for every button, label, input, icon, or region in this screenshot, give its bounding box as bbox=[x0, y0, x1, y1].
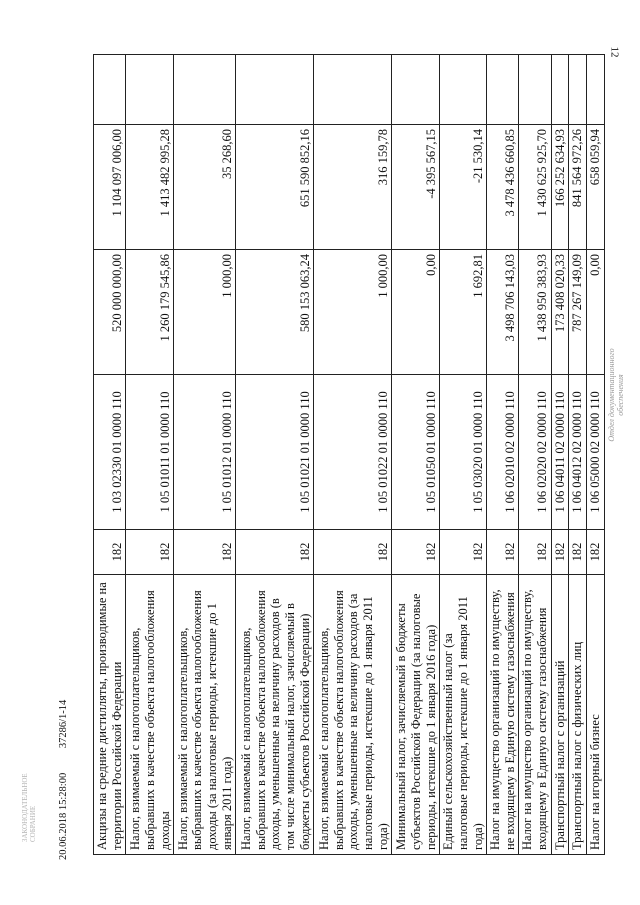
budget-code-cell: 1 05 01011 01 0000 110 bbox=[126, 375, 174, 530]
difference-cell bbox=[569, 55, 587, 125]
budget-code-cell: 1 06 04012 02 0000 110 bbox=[569, 375, 587, 530]
table-row bbox=[551, 55, 569, 855]
budget-table-body bbox=[94, 55, 605, 855]
executed-amount-cell: 658 059,94 bbox=[586, 125, 604, 250]
executed-amount-cell: 841 564 972,26 bbox=[569, 125, 587, 250]
executed-amount-cell: 1 430 625 925,70 bbox=[519, 125, 551, 250]
admin-code-cell: 182 bbox=[314, 530, 392, 575]
executed-amount-cell: 1 413 482 995,28 bbox=[126, 125, 174, 250]
admin-code-cell: 182 bbox=[487, 530, 519, 575]
margin-note: ЗАКОНОДАТЕЛЬНОЕ СОБРАНИЕ bbox=[21, 773, 37, 842]
revenue-name-cell: Минимальный налог, зачисляемый в бюджеты субъектов Российской Федерации (за налоговые периоды, истекшие до 1 января 2016 года) bbox=[392, 575, 440, 855]
revenue-name-cell: Налог на имущество организаций по имуществу, не входящему в Единую систему газоснабжения bbox=[487, 575, 519, 855]
revenue-name-cell: Налог, взимаемый с налогоплательщиков, выбравших в качестве объекта налогообложения доходы, уменьшенные на величину расходов (в том числе минимальный налог, зачисляемый в бюджеты субъектов Российской Федерации) bbox=[236, 575, 314, 855]
revenue-name-cell: Налог, взимаемый с налогоплательщиков, выбравших в качестве объекта налогообложения доходы, уменьшенные на величину расходов (за налоговые периоды, истекшие до 1 января 2011 года) bbox=[314, 575, 392, 855]
executed-amount-cell: -4 395 567,15 bbox=[392, 125, 440, 250]
revenue-name-cell: Налог, взимаемый с налогоплательщиков, выбравших в качестве объекта налогообложения доходы bbox=[126, 575, 174, 855]
revenue-name-cell: Налог на имущество организаций по имуществу, входящему в Единую систему газоснабжения bbox=[519, 575, 551, 855]
approved-amount-cell: 3 498 706 143,03 bbox=[487, 250, 519, 375]
executed-amount-cell: -21 530,14 bbox=[440, 125, 487, 250]
table-row bbox=[94, 55, 126, 855]
budget-code-cell: 1 06 04011 02 0000 110 bbox=[551, 375, 569, 530]
executed-amount-cell: 316 159,78 bbox=[314, 125, 392, 250]
budget-table-rotated bbox=[93, 55, 602, 855]
table-row bbox=[236, 55, 314, 855]
budget-code-cell: 1 05 01050 01 0000 110 bbox=[392, 375, 440, 530]
approved-amount-cell: 787 267 149,09 bbox=[569, 250, 587, 375]
table-row bbox=[392, 55, 440, 855]
table-row bbox=[569, 55, 587, 855]
difference-cell bbox=[314, 55, 392, 125]
admin-code-cell: 182 bbox=[586, 530, 604, 575]
footer-datetime: 20.06.2018 15:28:00 bbox=[58, 772, 69, 860]
executed-amount-cell: 1 104 097 006,00 bbox=[94, 125, 126, 250]
approved-amount-cell: 0,00 bbox=[586, 250, 604, 375]
table-row bbox=[314, 55, 392, 855]
footer-doc-id: 37286/1-14 bbox=[58, 699, 69, 749]
difference-cell bbox=[174, 55, 236, 125]
approved-amount-cell: 173 408 020,33 bbox=[551, 250, 569, 375]
page-number: 12 bbox=[608, 46, 621, 58]
table-row bbox=[586, 55, 604, 855]
table-row bbox=[126, 55, 174, 855]
difference-cell bbox=[440, 55, 487, 125]
approved-amount-cell: 1 438 950 383,93 bbox=[519, 250, 551, 375]
revenue-name-cell: Налог на игорный бизнес bbox=[586, 575, 604, 855]
revenue-name-cell: Акцизы на средние дистилляты, производимые на территории Российской Федерации bbox=[94, 575, 126, 855]
executed-amount-cell: 35 268,60 bbox=[174, 125, 236, 250]
difference-cell bbox=[487, 55, 519, 125]
approved-amount-cell: 1 000,00 bbox=[174, 250, 236, 375]
executed-amount-cell: 651 590 852,16 bbox=[236, 125, 314, 250]
revenue-name-cell: Транспортный налог с организаций bbox=[551, 575, 569, 855]
budget-code-cell: 1 05 01012 01 0000 110 bbox=[174, 375, 236, 530]
approved-amount-cell: 0,00 bbox=[392, 250, 440, 375]
approved-amount-cell: 520 000 000,00 bbox=[94, 250, 126, 375]
approved-amount-cell: 1 000,00 bbox=[314, 250, 392, 375]
document-footer bbox=[58, 560, 72, 860]
approved-amount-cell: 580 153 063,24 bbox=[236, 250, 314, 375]
executed-amount-cell: 166 252 634,93 bbox=[551, 125, 569, 250]
table-row bbox=[174, 55, 236, 855]
admin-code-cell: 182 bbox=[551, 530, 569, 575]
approved-amount-cell: 1 260 179 545,86 bbox=[126, 250, 174, 375]
budget-code-cell: 1 05 01021 01 0000 110 bbox=[236, 375, 314, 530]
admin-code-cell: 182 bbox=[392, 530, 440, 575]
admin-code-cell: 182 bbox=[519, 530, 551, 575]
table-row bbox=[440, 55, 487, 855]
difference-cell bbox=[94, 55, 126, 125]
registry-stamp: Отдел документационного обеспечения bbox=[607, 348, 625, 442]
budget-code-cell: 1 06 02020 02 0000 110 bbox=[519, 375, 551, 530]
difference-cell bbox=[236, 55, 314, 125]
budget-table bbox=[93, 54, 605, 855]
table-row bbox=[487, 55, 519, 855]
revenue-name-cell: Единый сельскохозяйственный налог (за налоговые периоды, истекшие до 1 января 2011 года) bbox=[440, 575, 487, 855]
difference-cell bbox=[586, 55, 604, 125]
budget-code-cell: 1 05 01022 01 0000 110 bbox=[314, 375, 392, 530]
admin-code-cell: 182 bbox=[236, 530, 314, 575]
difference-cell bbox=[519, 55, 551, 125]
revenue-name-cell: Налог, взимаемый с налогоплательщиков, выбравших в качестве объекта налогообложения доходы (за налоговые периоды, истекшие до 1 января 2011 года) bbox=[174, 575, 236, 855]
budget-code-cell: 1 06 02010 02 0000 110 bbox=[487, 375, 519, 530]
admin-code-cell: 182 bbox=[94, 530, 126, 575]
difference-cell bbox=[392, 55, 440, 125]
executed-amount-cell: 3 478 436 660,85 bbox=[487, 125, 519, 250]
admin-code-cell: 182 bbox=[174, 530, 236, 575]
admin-code-cell: 182 bbox=[569, 530, 587, 575]
admin-code-cell: 182 bbox=[126, 530, 174, 575]
budget-code-cell: 1 06 05000 02 0000 110 bbox=[586, 375, 604, 530]
admin-code-cell: 182 bbox=[440, 530, 487, 575]
approved-amount-cell: 1 692,81 bbox=[440, 250, 487, 375]
difference-cell bbox=[551, 55, 569, 125]
table-row bbox=[519, 55, 551, 855]
budget-code-cell: 1 05 03020 01 0000 110 bbox=[440, 375, 487, 530]
revenue-name-cell: Транспортный налог с физических лиц bbox=[569, 575, 587, 855]
budget-code-cell: 1 03 02330 01 0000 110 bbox=[94, 375, 126, 530]
difference-cell bbox=[126, 55, 174, 125]
